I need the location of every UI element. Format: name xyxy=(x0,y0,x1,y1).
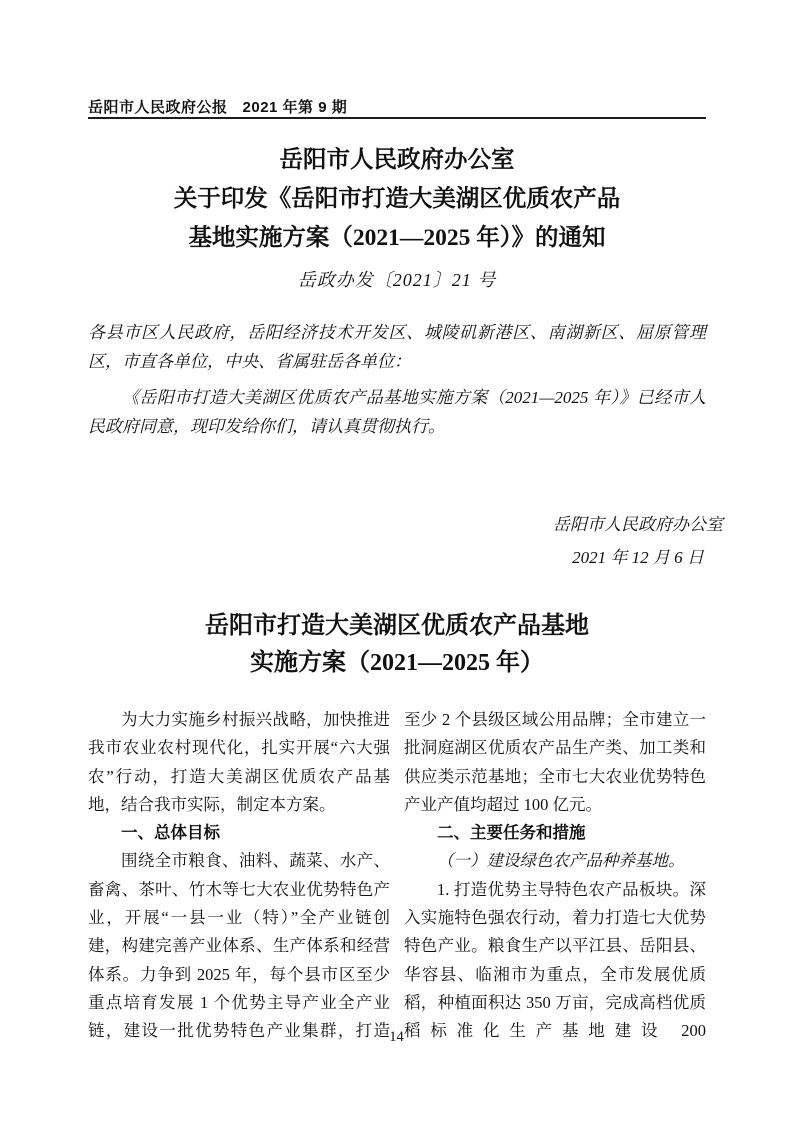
notice-title-line-2: 关于印发《岳阳市打造大美湖区优质农产品 xyxy=(173,186,621,212)
subsection-heading: （一）建设绿色农产品种养基地。 xyxy=(437,851,685,871)
gazette-title: 岳阳市人民政府公报 xyxy=(88,99,228,116)
notice-body xyxy=(88,318,706,441)
notice-title-line-1: 岳阳市人民政府办公室 xyxy=(279,147,515,173)
plan-title-line-2: 实施方案（2021—2025 年） xyxy=(250,650,544,676)
issue-label: 2021 年第 9 期 xyxy=(242,99,348,116)
body-paragraph: 《岳阳市打造大美湖区优质农产品基地实施方案（2021—2025 年）》已经市人民政府同意，现印发给你们，请认真贯彻执行。 xyxy=(88,388,706,436)
masthead-divider xyxy=(88,117,706,119)
signer-name: 岳阳市人民政府办公室 xyxy=(553,515,723,534)
body-paragraph: 围绕全市粮食、油料、蔬菜、水产、畜禽、茶叶、竹木等七大农业优势特色产业，开展“一县一业（特）”全产业链创建，构建完善产业体系、生产体系和经营体系。力争到 2025 年，每个县市区至少重点培育发展 1 个优势主导产业全产业链，建设一批优势特色产业集群，打造 xyxy=(88,851,390,1041)
right-column xyxy=(404,706,706,1046)
body-paragraph: 为大力实施乡村振兴战略，加快推进我市农业农村现代化，扎实开展“六大强农”行动，打造大美湖区优质农产品基地，结合我市实际，制定本方案。 xyxy=(88,710,390,814)
left-column xyxy=(88,706,390,1046)
body-paragraph: 至少 2 个县级区域公用品牌；全市建立一批洞庭湖区优质农产品生产类、加工类和供应类示范基地；全市七大农业优势特色产业产值均超过 100 亿元。 xyxy=(404,710,706,814)
document-number: 岳政办发〔2021〕21 号 xyxy=(297,270,497,290)
plan-title-line-1: 岳阳市打造大美湖区优质农产品基地 xyxy=(205,613,589,639)
plan-title xyxy=(88,608,706,682)
section-heading: 一、总体目标 xyxy=(121,824,220,843)
masthead xyxy=(88,96,706,117)
notice-title xyxy=(88,141,706,258)
body-paragraph: 1. 打造优势主导特色农产品板块。深入实施特色强农行动，着力打造七大优势特色产业。粮食生产以平江县、岳阳县、华容县、临湘市为重点，全市发展优质稻，种植面积达 350 万亩，完成高档优质稻标准化生产基地建设 200 xyxy=(404,879,706,1041)
notice-title-line-3: 基地实施方案（2021—2025 年）》的通知 xyxy=(188,225,606,251)
section-heading: 二、主要任务和措施 xyxy=(437,824,586,843)
page-number: 14 xyxy=(389,1029,404,1045)
signature-date: 2021 年 12 月 6 日 xyxy=(572,548,704,567)
two-column-body xyxy=(88,706,706,1046)
signature-block xyxy=(553,508,723,574)
body-paragraph: 各县市区人民政府，岳阳经济技术开发区、城陵矶新港区、南湖新区、屈原管理区，市直各单位，中央、省属驻岳各单位： xyxy=(88,323,706,371)
